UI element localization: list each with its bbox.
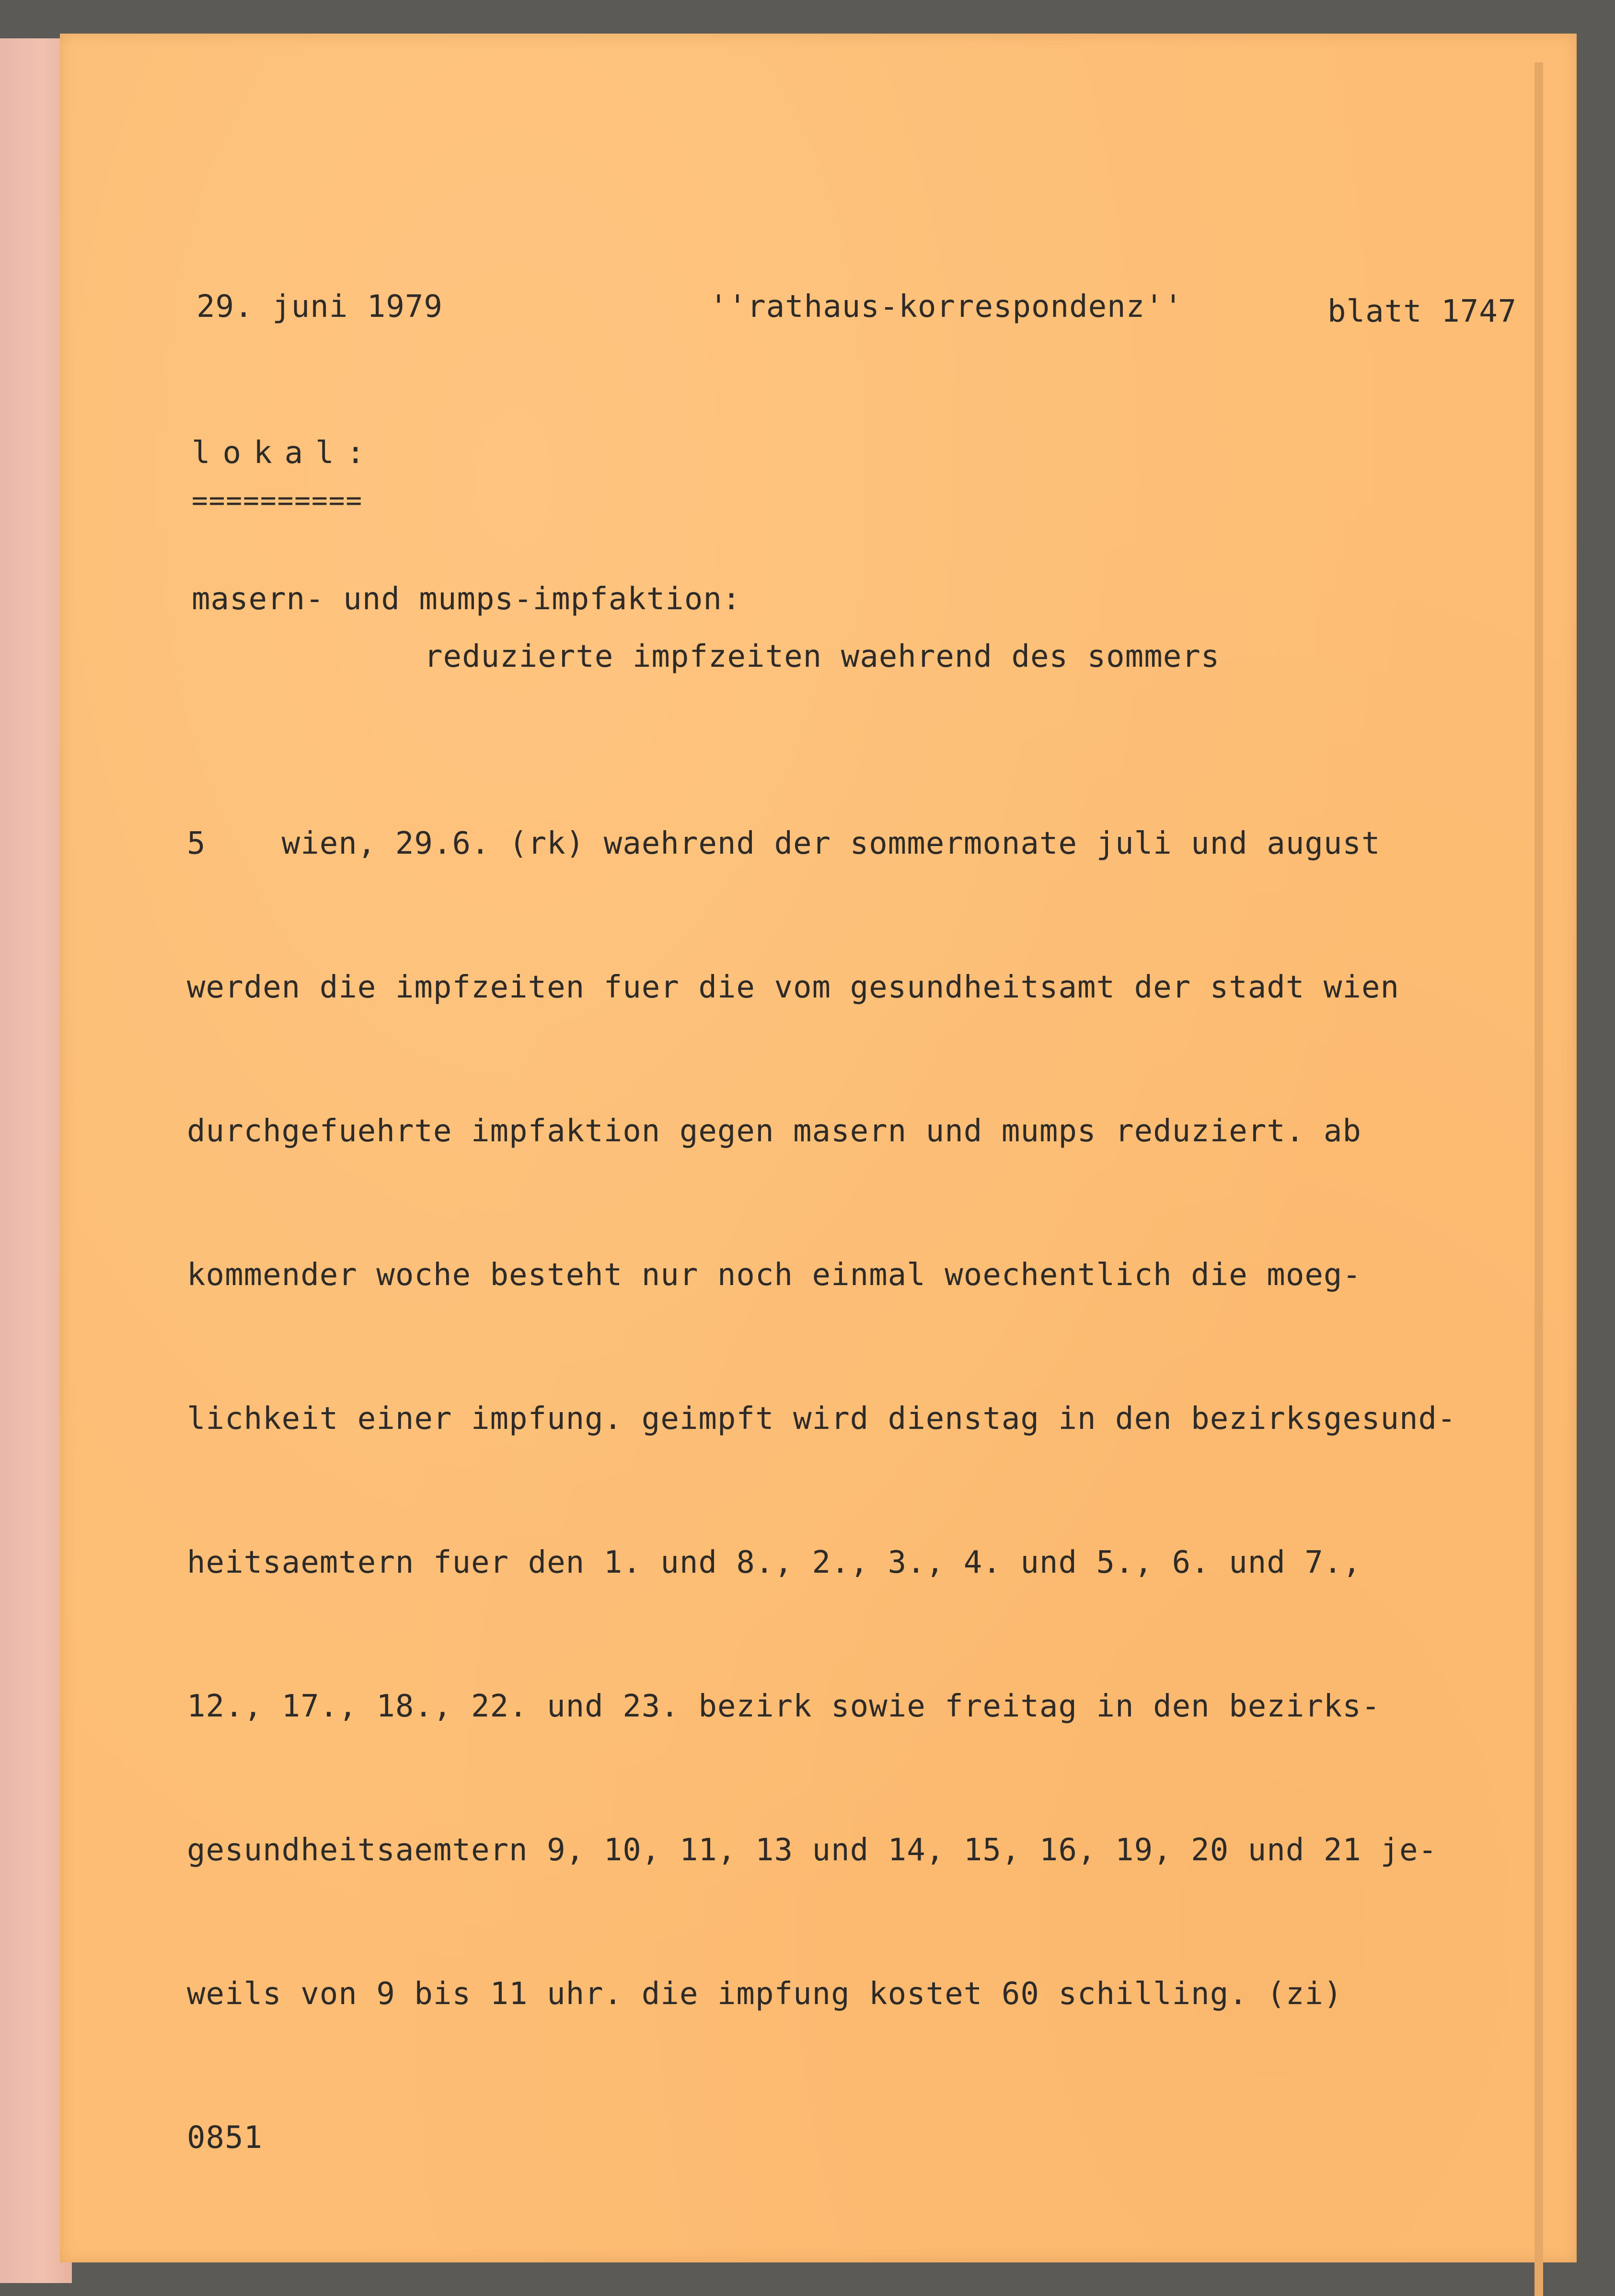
body-line: heitsaemtern fuer den 1. und 8., 2., 3., 4. und 5., 6. und 7., — [187, 1545, 1361, 1580]
section-underline: ========== — [192, 485, 363, 516]
body-line: kommender woche besteht nur noch einmal woechentlich die moeg- — [187, 1257, 1361, 1293]
header-date: 29. juni 1979 — [196, 289, 443, 325]
body-line: durchgefuehrte impfaktion gegen masern und mumps reduziert. ab — [187, 1113, 1361, 1149]
body-line: werden die impfzeiten fuer die vom gesundheitsamt der stadt wien — [187, 970, 1399, 1005]
section-label: lokal: — [192, 435, 378, 471]
article-body — [187, 724, 1456, 2210]
header-source: ''rathaus-korrespondenz'' — [709, 289, 1183, 325]
body-line: 5 wien, 29.6. (rk) waehrend der sommermonate juli und august — [187, 826, 1381, 861]
body-line: 12., 17., 18., 22. und 23. bezirk sowie freitag in den bezirks- — [187, 1689, 1381, 1724]
body-line: 0851 — [187, 2120, 263, 2156]
body-line: lichkeit einer impfung. geimpft wird dienstag in den bezirksgesund- — [187, 1401, 1456, 1437]
headline-subtitle: reduzierte impfzeiten waehrend des sommers — [424, 639, 1220, 674]
headline-title: masern- und mumps-impfaktion: — [192, 581, 741, 617]
page-edge — [1534, 62, 1543, 2296]
body-line: gesundheitsaemtern 9, 10, 11, 13 und 14, 15, 16, 19, 20 und 21 je- — [187, 1832, 1438, 1868]
header-sheet-number: blatt 1747 — [1327, 294, 1517, 329]
body-line: weils von 9 bis 11 uhr. die impfung kostet 60 schilling. (zi) — [187, 1976, 1343, 2012]
